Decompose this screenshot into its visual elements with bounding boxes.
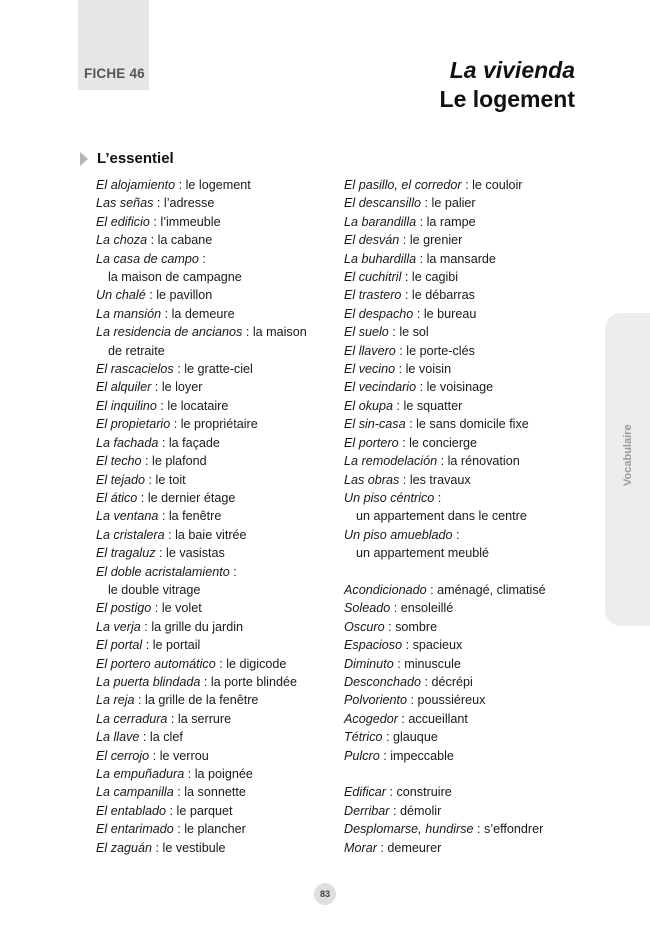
term-separator: : <box>421 674 432 689</box>
vocab-entry <box>344 710 584 728</box>
term-separator: : <box>137 490 148 505</box>
spanish-term: Diminuto <box>344 656 394 671</box>
page-number: 83 <box>314 883 336 905</box>
spanish-term: Las señas <box>96 196 154 211</box>
spanish-term: La fachada <box>96 435 159 450</box>
french-translation: la poignée <box>194 767 253 781</box>
vocab-entry <box>96 544 336 562</box>
spanish-term: Polvoriento <box>344 693 408 708</box>
vocab-entry <box>96 655 336 673</box>
spanish-term: Derribar <box>344 803 390 818</box>
term-separator: : <box>434 490 442 505</box>
spanish-term: Espacioso <box>344 638 403 653</box>
term-separator: : <box>145 472 156 487</box>
vocab-entry <box>344 342 584 360</box>
spanish-term: La llave <box>96 730 140 745</box>
vocab-entry <box>96 434 336 452</box>
french-translation: le parquet <box>176 803 233 818</box>
term-separator: : <box>382 730 393 745</box>
spanish-term: La mansión <box>96 306 162 321</box>
spanish-term: El despacho <box>344 306 414 321</box>
spanish-term: La buhardilla <box>344 251 417 266</box>
vocab-group-verbs <box>344 783 584 857</box>
spanish-term: El postigo <box>96 601 152 616</box>
french-translation: le cagibi <box>411 270 459 285</box>
page-title-french: Le logement <box>439 86 575 112</box>
term-separator: : <box>379 748 391 763</box>
spanish-term: El descansillo <box>344 196 422 211</box>
term-separator: : <box>152 840 163 855</box>
french-translation: aménagé, climatisé <box>437 582 546 597</box>
spanish-term: El entarimado <box>96 822 174 837</box>
vocab-entry <box>96 765 336 783</box>
spanish-term: El sin-casa <box>344 417 406 432</box>
vocab-entry <box>96 213 336 231</box>
french-translation: la rampe <box>426 214 476 229</box>
term-separator: : <box>402 638 413 653</box>
french-translation: demeurer <box>387 840 442 855</box>
term-separator: : <box>401 288 412 303</box>
vocab-entry <box>344 728 584 746</box>
french-translation: sombre <box>395 619 438 634</box>
spanish-term: La ventana <box>96 509 159 524</box>
french-translation-continued: un appartement dans le centre <box>356 509 527 524</box>
vocab-group-adjectives <box>344 581 584 765</box>
spanish-term: La choza <box>96 233 148 248</box>
term-separator: : <box>139 730 150 745</box>
spanish-term: La casa de campo <box>96 251 199 266</box>
vocab-entry <box>96 618 336 636</box>
term-separator: : <box>398 435 410 450</box>
spanish-term: Un piso amueblado <box>344 527 453 542</box>
term-separator: : <box>151 601 162 616</box>
spanish-term: Las obras <box>344 472 400 487</box>
vocab-entry <box>344 250 584 268</box>
spanish-term: Acondicionado <box>344 582 427 597</box>
term-separator: : <box>151 380 162 395</box>
term-separator: : <box>461 178 473 192</box>
term-separator: : <box>149 748 160 763</box>
spanish-term: El entablado <box>96 803 167 818</box>
vocab-entry <box>344 655 584 673</box>
vocab-entry <box>96 397 336 415</box>
vocab-entry <box>96 507 336 525</box>
spanish-term: La puerta blindada <box>96 674 201 689</box>
spanish-term: El rascacielos <box>96 362 174 377</box>
spanish-term: La reja <box>96 693 135 708</box>
term-separator: : <box>215 656 227 671</box>
term-separator: : <box>153 196 164 211</box>
french-translation: le voisin <box>405 362 452 377</box>
spanish-term: El okupa <box>344 398 394 413</box>
term-separator: : <box>200 674 211 689</box>
vocab-entry <box>344 231 584 249</box>
term-separator: : <box>388 325 400 340</box>
vocab-entry <box>344 378 584 396</box>
vocab-entry <box>96 471 336 489</box>
term-separator: : <box>198 251 206 266</box>
spanish-term: Pulcro <box>344 748 380 763</box>
spanish-term: El inquilino <box>96 398 157 413</box>
spanish-term: Desconchado <box>344 674 422 689</box>
spanish-term: El llavero <box>344 343 396 358</box>
group-spacer <box>344 563 584 581</box>
term-separator: : <box>134 693 146 708</box>
term-separator: : <box>426 582 438 597</box>
vocab-entry <box>344 452 584 470</box>
french-translation: le couloir <box>472 178 523 192</box>
vocab-column-left <box>96 176 336 857</box>
vocab-entry <box>344 636 584 654</box>
vocab-entry <box>344 691 584 709</box>
vocab-entry <box>96 323 336 360</box>
vocab-entry <box>344 673 584 691</box>
vocab-entry <box>344 397 584 415</box>
vocab-column-right <box>344 176 584 857</box>
vocab-entry <box>344 286 584 304</box>
french-translation: la grille de la fenêtre <box>145 693 259 708</box>
spanish-term: El portero <box>344 435 399 450</box>
vocab-entry <box>96 194 336 212</box>
spanish-term: El zaguán <box>96 840 153 855</box>
french-translation: la porte blindée <box>210 674 297 689</box>
french-translation: la maison <box>252 325 307 340</box>
vocab-entry <box>96 802 336 820</box>
french-translation: ensoleillé <box>400 601 454 616</box>
spanish-term: La remodelación <box>344 454 438 469</box>
spanish-term: Un chalé <box>96 288 146 303</box>
vocab-entry <box>96 378 336 396</box>
spanish-term: La verja <box>96 619 141 634</box>
term-separator: : <box>473 822 484 837</box>
term-separator: : <box>173 362 185 377</box>
vocab-group-nouns <box>344 176 584 563</box>
french-translation: le plancher <box>184 822 246 837</box>
term-separator: : <box>395 343 407 358</box>
spanish-term: La campanilla <box>96 785 174 800</box>
french-translation: le loyer <box>161 380 203 395</box>
term-separator: : <box>147 233 158 248</box>
french-translation: la façade <box>168 435 220 450</box>
french-translation-continued: le double vitrage <box>108 582 201 597</box>
spanish-term: El edificio <box>96 214 150 229</box>
french-translation: le dernier étage <box>147 490 236 505</box>
french-translation: la clef <box>149 730 183 745</box>
term-separator: : <box>416 251 427 266</box>
spanish-term: Edificar <box>344 785 386 800</box>
vocab-entry <box>96 783 336 801</box>
term-separator: : <box>452 527 460 542</box>
spanish-term: El portal <box>96 638 143 653</box>
vocab-entry <box>96 710 336 728</box>
vocab-entry <box>96 636 336 654</box>
spanish-term: Acogedor <box>344 711 398 726</box>
vocab-entry <box>96 673 336 691</box>
spanish-term: El techo <box>96 454 142 469</box>
french-translation: la sonnette <box>184 785 246 800</box>
french-translation: la fenêtre <box>168 509 222 524</box>
term-separator: : <box>142 638 153 653</box>
spanish-term: El vecino <box>344 362 396 377</box>
french-translation: glauque <box>393 730 438 745</box>
term-separator: : <box>407 693 418 708</box>
french-translation: impeccable <box>390 748 454 763</box>
vocab-entry <box>344 783 584 801</box>
vocab-entry <box>344 268 584 286</box>
term-separator: : <box>166 803 177 818</box>
group-spacer <box>344 765 584 783</box>
french-translation-continued: la maison de campagne <box>108 270 242 285</box>
vocab-entry <box>344 820 584 838</box>
vocab-entry <box>96 452 336 470</box>
french-translation: le porte-clés <box>406 343 475 358</box>
vocab-entry <box>96 415 336 433</box>
french-translation: la demeure <box>171 306 235 321</box>
french-translation: le vestibule <box>162 840 226 855</box>
french-translation: l’immeuble <box>160 214 221 229</box>
french-translation: le verrou <box>159 748 209 763</box>
spanish-term: Soleado <box>344 601 391 616</box>
vocab-entry <box>96 820 336 838</box>
term-separator: : <box>405 417 417 432</box>
french-translation: le pavillon <box>156 288 213 303</box>
spanish-term: El propietario <box>96 417 171 432</box>
term-separator: : <box>145 288 157 303</box>
vocab-entry <box>96 286 336 304</box>
term-separator: : <box>158 509 169 524</box>
term-separator: : <box>399 233 410 248</box>
spanish-term: La residencia de ancianos <box>96 325 243 340</box>
french-translation: le sans domicile fixe <box>416 417 529 432</box>
spanish-term: La cerradura <box>96 711 168 726</box>
vocab-entry <box>96 176 336 194</box>
term-separator: : <box>161 306 172 321</box>
term-separator: : <box>413 306 424 321</box>
vocab-entry <box>96 599 336 617</box>
vocab-entry <box>344 618 584 636</box>
term-separator: : <box>170 417 181 432</box>
term-separator: : <box>395 362 406 377</box>
vocab-entry <box>344 415 584 433</box>
fiche-number: FICHE 46 <box>84 66 145 81</box>
term-separator: : <box>393 656 405 671</box>
vocab-entry <box>96 360 336 378</box>
french-translation: spacieux <box>412 638 463 653</box>
vocab-entry <box>96 691 336 709</box>
french-translation: minuscule <box>404 656 461 671</box>
vocab-entry <box>96 839 336 857</box>
vocab-entry <box>96 231 336 249</box>
spanish-term: Tétrico <box>344 730 383 745</box>
section-title: L’essentiel <box>97 150 174 167</box>
french-translation: le toit <box>155 472 186 487</box>
term-separator: : <box>389 803 400 818</box>
spanish-term: Oscuro <box>344 619 385 634</box>
spanish-term: El vecindario <box>344 380 417 395</box>
term-separator: : <box>141 454 153 469</box>
french-translation: le grenier <box>409 233 463 248</box>
spanish-term: El alquiler <box>96 380 152 395</box>
spanish-term: El portero automático <box>96 656 216 671</box>
spanish-term: El desván <box>344 233 400 248</box>
french-translation: le plafond <box>152 454 207 469</box>
french-translation: le volet <box>161 601 202 616</box>
french-translation-continued: de retraite <box>108 343 165 358</box>
french-translation: s’effondrer <box>484 822 544 837</box>
french-translation: le squatter <box>403 398 463 413</box>
french-translation: construire <box>396 785 452 800</box>
term-separator: : <box>399 472 410 487</box>
term-separator: : <box>416 380 427 395</box>
vocab-entry <box>96 747 336 765</box>
spanish-term: El doble acristalamiento <box>96 564 230 579</box>
french-translation: le palier <box>431 196 476 211</box>
term-separator: : <box>184 767 195 781</box>
vocab-entry <box>96 305 336 323</box>
vocab-entry <box>344 194 584 212</box>
french-translation: le sol <box>399 325 429 340</box>
french-translation: le digicode <box>226 656 287 671</box>
spanish-term: El suelo <box>344 325 389 340</box>
french-translation: la serrure <box>177 711 232 726</box>
term-separator: : <box>149 214 161 229</box>
term-separator: : <box>155 546 167 561</box>
spanish-term: El ático <box>96 490 138 505</box>
term-separator: : <box>390 601 401 616</box>
term-separator: : <box>397 711 409 726</box>
spanish-term: Morar <box>344 840 377 855</box>
section-arrow-icon <box>80 152 88 166</box>
term-separator: : <box>386 785 397 800</box>
spanish-term: El tragaluz <box>96 546 156 561</box>
vocab-entry <box>344 747 584 765</box>
french-translation: le débarras <box>411 288 475 303</box>
french-translation: le voisinage <box>426 380 494 395</box>
term-separator: : <box>158 435 169 450</box>
vocab-entry <box>344 599 584 617</box>
spanish-term: El cuchitril <box>344 270 402 285</box>
french-translation: le concierge <box>409 435 478 450</box>
french-translation: le logement <box>185 178 251 192</box>
term-separator: : <box>175 178 186 192</box>
french-translation: démolir <box>400 803 442 818</box>
term-separator: : <box>173 822 185 837</box>
spanish-term: Desplomarse, hundirse <box>344 822 474 837</box>
french-translation: décrépi <box>431 674 473 689</box>
vocab-entry <box>344 526 584 563</box>
spanish-term: El pasillo, el corredor <box>344 178 462 192</box>
term-separator: : <box>167 711 178 726</box>
french-translation: la rénovation <box>447 454 520 469</box>
vocab-entry <box>96 728 336 746</box>
vocab-entry <box>96 250 336 287</box>
term-separator: : <box>393 398 404 413</box>
term-separator: : <box>173 785 185 800</box>
french-translation: poussiéreux <box>417 693 486 708</box>
french-translation: le propriétaire <box>180 417 258 432</box>
vocab-entry <box>96 489 336 507</box>
term-separator: : <box>437 454 448 469</box>
term-separator: : <box>140 619 152 634</box>
vocab-entry <box>344 305 584 323</box>
spanish-term: El alojamiento <box>96 178 176 192</box>
vocab-entry <box>344 802 584 820</box>
vocab-entry <box>344 471 584 489</box>
spanish-term: El trastero <box>344 288 402 303</box>
spanish-term: Un piso céntrico <box>344 490 435 505</box>
french-translation: le locataire <box>167 398 229 413</box>
french-translation: la cabane <box>157 233 213 248</box>
vocab-entry <box>344 839 584 857</box>
vocab-entry <box>96 526 336 544</box>
french-translation: la baie vitrée <box>175 527 247 542</box>
french-translation: la mansarde <box>426 251 496 266</box>
vocab-entry <box>344 581 584 599</box>
spanish-term: La barandilla <box>344 214 417 229</box>
term-separator: : <box>376 840 388 855</box>
french-translation: le gratte-ciel <box>184 362 253 377</box>
vocab-entry <box>344 434 584 452</box>
french-translation: le vasistas <box>166 546 225 561</box>
term-separator: : <box>421 196 432 211</box>
vocab-entry <box>344 489 584 526</box>
french-translation: accueillant <box>408 711 468 726</box>
term-separator: : <box>401 270 412 285</box>
term-separator: : <box>229 564 237 579</box>
term-separator: : <box>164 527 176 542</box>
french-translation: le bureau <box>423 306 477 321</box>
side-tab-label: Vocabulaire <box>622 424 634 486</box>
spanish-term: El tejado <box>96 472 146 487</box>
term-separator: : <box>384 619 396 634</box>
term-separator: : <box>416 214 427 229</box>
french-translation: la grille du jardin <box>151 619 244 634</box>
french-translation-continued: un appartement meublé <box>356 546 490 561</box>
vocab-entry <box>344 323 584 341</box>
spanish-term: El cerrojo <box>96 748 150 763</box>
french-translation: l’adresse <box>163 196 215 211</box>
page-title-spanish: La vivienda <box>449 57 575 83</box>
term-separator: : <box>156 398 168 413</box>
vocab-entry <box>344 360 584 378</box>
vocab-entry <box>96 563 336 600</box>
vocab-entry <box>344 213 584 231</box>
french-translation: les travaux <box>409 472 471 487</box>
vocab-entry <box>344 176 584 194</box>
french-translation: le portail <box>152 638 201 653</box>
spanish-term: La empuñadura <box>96 767 185 781</box>
spanish-term: La cristalera <box>96 527 165 542</box>
term-separator: : <box>242 325 253 340</box>
